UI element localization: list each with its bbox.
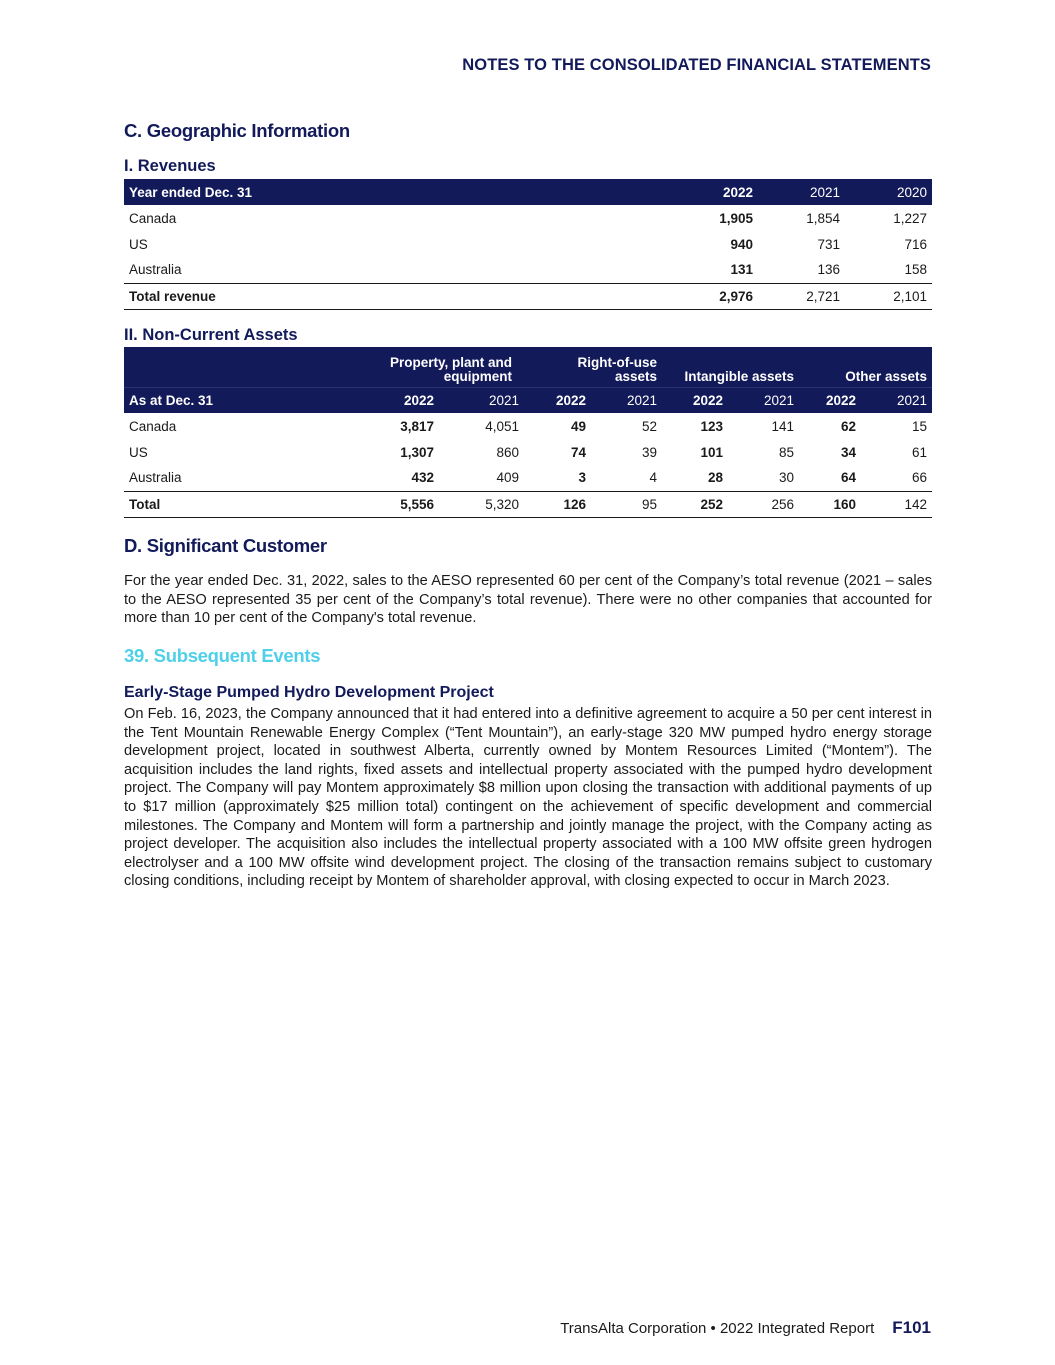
- cell-value: 142: [861, 491, 932, 517]
- row-label: Canada: [129, 210, 177, 226]
- cell-value: 64: [840, 470, 856, 486]
- note-39-heading: 39. Subsequent Events: [124, 645, 321, 666]
- table-row: [124, 257, 932, 283]
- cell-value: 4,051: [485, 418, 519, 434]
- cell-value: 4: [649, 470, 657, 486]
- cell-value: 39: [641, 444, 657, 460]
- cell-value: 2,721: [758, 283, 845, 309]
- year-cell: 2021: [626, 392, 657, 408]
- cell-value: 49: [570, 418, 586, 434]
- year-cell: 2022: [692, 392, 723, 408]
- cell-value: 136: [817, 262, 840, 278]
- table-row: [124, 231, 932, 257]
- row-label: Australia: [129, 262, 182, 278]
- cell-value: 15: [911, 418, 927, 434]
- cell-value: 432: [411, 470, 434, 486]
- cell-value: 160: [799, 491, 861, 517]
- cell-value: 95: [591, 491, 662, 517]
- page-number: F101: [892, 1318, 931, 1337]
- group-ppe: Property, plant and equipment: [389, 354, 512, 384]
- cell-value: 2,976: [672, 283, 758, 309]
- cell-value: 131: [730, 262, 753, 278]
- cell-value: 1,227: [893, 210, 927, 226]
- row-label: Canada: [129, 418, 177, 434]
- cell-value: 66: [911, 470, 927, 486]
- cell-value: 1,905: [719, 210, 753, 226]
- cell-value: 940: [730, 236, 753, 252]
- row-label: US: [129, 236, 148, 252]
- cell-value: 716: [904, 236, 927, 252]
- table-row: [124, 465, 932, 491]
- cell-value: 731: [817, 236, 840, 252]
- total-row: [124, 491, 932, 517]
- non-current-assets-heading: II. Non-Current Assets: [124, 326, 298, 344]
- table-row: [124, 439, 932, 465]
- cell-value: 141: [771, 418, 794, 434]
- cell-value: 5,556: [352, 491, 439, 517]
- cell-value: 409: [496, 470, 519, 486]
- cell-value: 85: [778, 444, 794, 460]
- non-current-assets-table: [124, 347, 932, 518]
- cell-value: 2,101: [845, 283, 932, 309]
- group-right-of-use: Right-of-use assets: [577, 354, 657, 384]
- page-header-title: NOTES TO THE CONSOLIDATED FINANCIAL STATEMENTS: [462, 56, 931, 74]
- cell-value: 5,320: [439, 491, 524, 517]
- revenues-heading: I. Revenues: [124, 157, 216, 175]
- cell-value: 126: [524, 491, 591, 517]
- year-cell: 2021: [896, 392, 927, 408]
- revenues-year-2021: 2021: [809, 184, 840, 200]
- year-cell: 2021: [763, 392, 794, 408]
- table-row: [124, 413, 932, 439]
- revenues-year-2020: 2020: [896, 184, 927, 200]
- assets-year-row: [124, 387, 932, 413]
- group-other: Other assets: [845, 368, 927, 384]
- cell-value: 52: [641, 418, 657, 434]
- row-label: Total revenue: [124, 283, 672, 309]
- cell-value: 252: [662, 491, 728, 517]
- section-d-heading: D. Significant Customer: [124, 535, 327, 556]
- cell-value: 3: [578, 470, 586, 486]
- cell-value: 28: [707, 470, 723, 486]
- total-row: [124, 283, 932, 309]
- cell-value: 74: [570, 444, 586, 460]
- revenues-header-label: Year ended Dec. 31: [129, 184, 253, 200]
- cell-value: 101: [700, 444, 723, 460]
- table-row: [124, 205, 932, 231]
- note-39-subheading: Early-Stage Pumped Hydro Development Project: [124, 684, 494, 701]
- year-cell: 2022: [403, 392, 434, 408]
- cell-value: 1,307: [400, 444, 434, 460]
- cell-value: 61: [911, 444, 927, 460]
- year-cell: 2022: [825, 392, 856, 408]
- cell-value: 62: [840, 418, 856, 434]
- section-c-heading: C. Geographic Information: [124, 120, 350, 141]
- cell-value: 158: [904, 262, 927, 278]
- cell-value: 1,854: [806, 210, 840, 226]
- revenues-year-2022: 2022: [722, 184, 753, 200]
- cell-value: 860: [496, 444, 519, 460]
- page-footer: [560, 1318, 931, 1338]
- cell-value: 3,817: [400, 418, 434, 434]
- revenues-header-row: [124, 179, 932, 205]
- note-39-paragraph: On Feb. 16, 2023, the Company announced that it had entered into a definitive agreement to acquire a 50 per cent interest in the Tent Mountain Renewable Energy Complex (“Tent Mountain”), an early-stage 320 MW pumped hydro energy storage development project, located in southwest Alberta, currently owned by Montem Resources Limited (“Montem”). The acquisition includes the land rights, fixed assets and intellectual property associated with the pumped hydro development project. The Company will pay Montem approximately $8 million upon closing the transaction with additional payments of up to $17 million (approximately $25 million total) contingent on the achievement of specific development and commercial milestones. The Company and Montem will form a partnership and jointly manage the project, with the Company acting as project developer. The acquisition also includes the intellectual property associated with a 100 MW offsite green hydrogen electrolyser and a 100 MW offsite wind development project. The closing of the transaction remains subject to customary closing conditions, including receipt by Montem of shareholder approval, with closing expected to occur in March 2023.: [124, 706, 932, 890]
- empty-header-cell: [124, 347, 352, 387]
- cell-value: 30: [778, 470, 794, 486]
- row-label: Australia: [129, 470, 182, 486]
- cell-value: 256: [728, 491, 799, 517]
- group-intangible: Intangible assets: [684, 368, 794, 384]
- revenues-table: [124, 179, 932, 310]
- row-label: Total: [124, 491, 352, 517]
- year-cell: 2022: [555, 392, 586, 408]
- row-label: US: [129, 444, 148, 460]
- assets-header-label: As at Dec. 31: [129, 392, 214, 408]
- asset-group-header-row: [124, 347, 932, 387]
- cell-value: 123: [700, 418, 723, 434]
- section-d-paragraph: For the year ended Dec. 31, 2022, sales to the AESO represented 60 per cent of the Company’s total revenue (2021 – sales to the AESO represented 35 per cent of the Company’s total revenue). There were no other companies that accounted for more than 10 per cent of the Company's total revenue.: [124, 573, 932, 627]
- footer-report-name: TransAlta Corporation • 2022 Integrated Report: [560, 1320, 875, 1337]
- year-cell: 2021: [488, 392, 519, 408]
- cell-value: 34: [840, 444, 856, 460]
